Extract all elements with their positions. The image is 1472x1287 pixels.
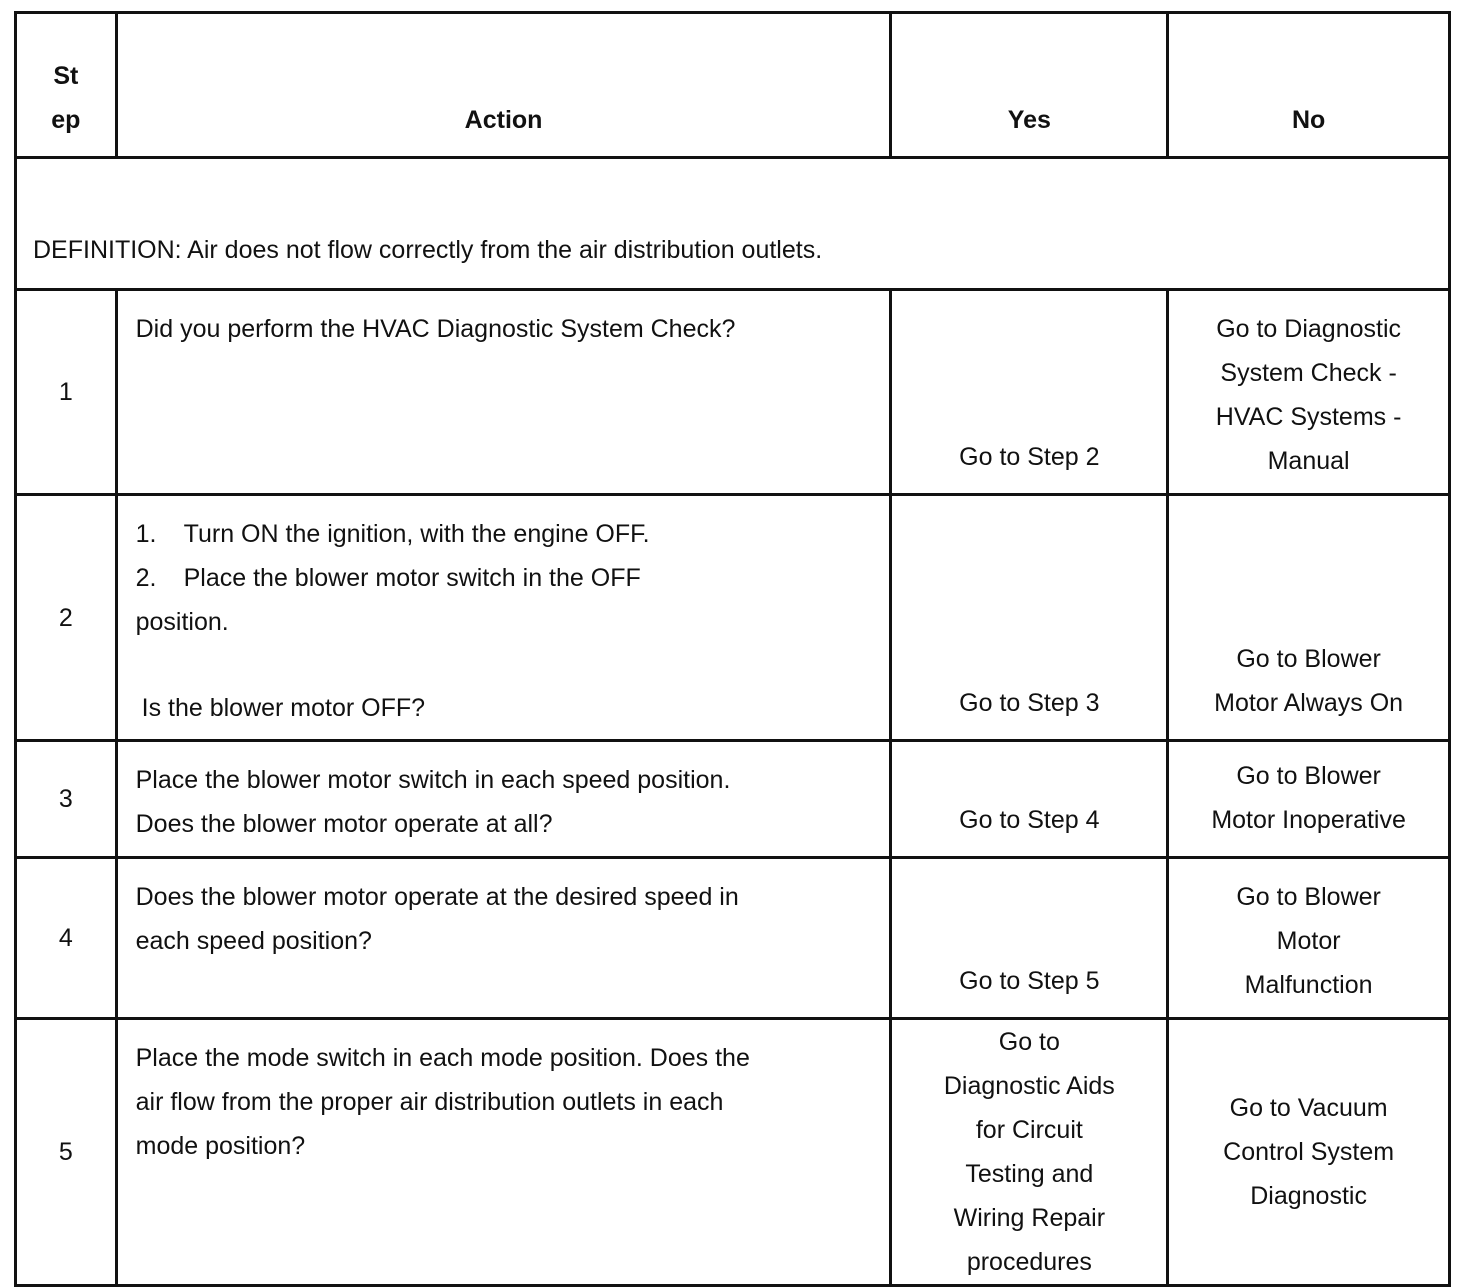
list-item: 1. Turn ON the ignition, with the engine OFF. (135, 520, 650, 548)
table-row (16, 741, 1450, 858)
no-cell: Go to Diagnostic System Check - HVAC Systems - Manual (1168, 290, 1450, 495)
table-row (16, 1019, 1450, 1286)
table-row (16, 495, 1450, 741)
step-number: 4 (16, 858, 117, 1019)
header-row (16, 13, 1450, 158)
no-cell: Go to Blower Motor Inoperative (1168, 741, 1450, 858)
definition-text: DEFINITION: Air does not flow correctly from the air distribution outlets. (16, 158, 1450, 290)
no-cell: Go to Vacuum Control System Diagnostic (1168, 1019, 1450, 1286)
step-number: 2 (16, 495, 117, 741)
diagnostic-table (14, 11, 1451, 1287)
no-cell: Go to Blower Motor Malfunction (1168, 858, 1450, 1019)
table-row (16, 858, 1450, 1019)
action-cell: 1. Turn ON the ignition, with the engine OFF. 2. Place the blower motor switch in the OFF position. Is the blower motor OFF? (116, 495, 891, 741)
action-cell: Does the blower motor operate at the desired speed in each speed position? (116, 858, 891, 1019)
header-action: Action (116, 13, 891, 158)
step-number: 1 (16, 290, 117, 495)
yes-cell: Go to Step 4 (891, 741, 1168, 858)
table-row (16, 290, 1450, 495)
yes-cell: Go to Step 5 (891, 858, 1168, 1019)
action-cell: Did you perform the HVAC Diagnostic System Check? (116, 290, 891, 495)
header-step: St ep (16, 13, 117, 158)
action-cell: Place the blower motor switch in each speed position. Does the blower motor operate at all? (116, 741, 891, 858)
header-no: No (1168, 13, 1450, 158)
step-number: 3 (16, 741, 117, 858)
yes-cell: Go to Step 2 (891, 290, 1168, 495)
definition-row (16, 158, 1450, 290)
no-cell: Go to Blower Motor Always On (1168, 495, 1450, 741)
header-yes: Yes (891, 13, 1168, 158)
step-number: 5 (16, 1019, 117, 1286)
yes-cell: Go to Diagnostic Aids for Circuit Testing and Wiring Repair procedures (891, 1019, 1168, 1286)
yes-cell: Go to Step 3 (891, 495, 1168, 741)
action-cell: Place the mode switch in each mode position. Does the air flow from the proper air distribution outlets in each mode position? (116, 1019, 891, 1286)
list-item: 2. Place the blower motor switch in the OFF (135, 564, 641, 592)
